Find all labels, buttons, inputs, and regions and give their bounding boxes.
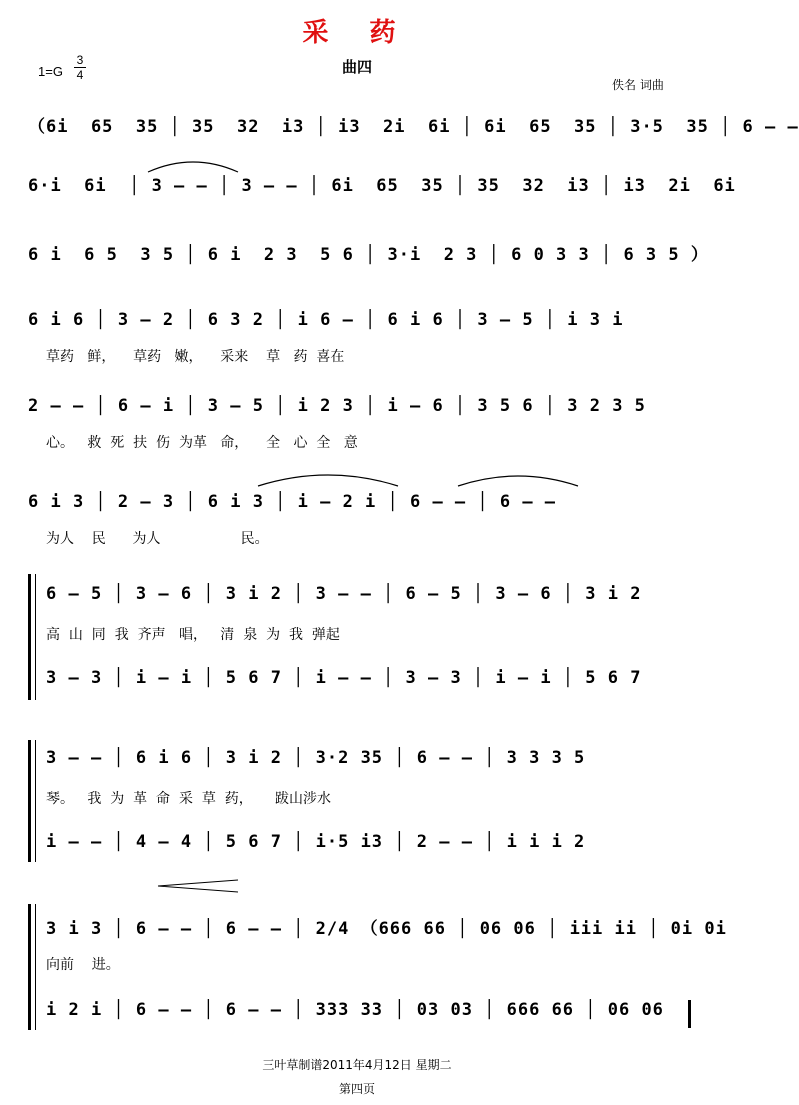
time-signature-top: 3 bbox=[76, 53, 84, 67]
notation-line: 6 i 3 │ 2 – 3 │ 6 i 3 │ i – 2 i │ 6 – – │ 6 – – bbox=[28, 492, 557, 512]
author-credit: 佚名 词曲 bbox=[612, 78, 664, 92]
page-number: 第四页 bbox=[338, 1082, 375, 1096]
score-system-5 bbox=[28, 396, 692, 466]
notation-line: 3 – – │ 6 i 6 │ 3 i 2 │ 3·2 35 │ 6 – – │ 3 3 3 5 bbox=[46, 748, 586, 768]
score-system-11 bbox=[28, 914, 727, 984]
notation-line: 6 i 6 5 3 5 │ 6 i 2 3 5 6 │ 3·i 2 3 │ 6 0 3 3 │ 6 3 5 ） bbox=[28, 245, 709, 265]
song-title: 采 药 bbox=[302, 18, 412, 48]
notation-line: 3 i 3 │ 6 – – │ 6 – – │ 2/4 （666 66 │ 06 06 │ iii ii │ 0i 0i bbox=[46, 919, 727, 939]
score-system-3 bbox=[28, 240, 709, 280]
notation-line: 2 – – │ 6 – i │ 3 – 5 │ i 2 3 │ i – 6 │ 3 5 6 │ 3 2 3 5 bbox=[28, 396, 646, 416]
footer-credit: 三叶草制谱2011年4月12日 星期二 bbox=[262, 1058, 452, 1072]
score-system-12 bbox=[28, 1000, 692, 1040]
crescendo-mark bbox=[28, 914, 692, 954]
lyric-line: 琴。 我 为 革 命 采 草 药， 跋山涉水 bbox=[46, 791, 332, 807]
time-signature bbox=[74, 53, 86, 82]
score-system-1 bbox=[28, 112, 799, 152]
song-subtitle: 曲四 bbox=[341, 58, 372, 76]
score-system-4 bbox=[28, 310, 692, 380]
lyric-line: 为人 民 为人 民。 bbox=[46, 531, 269, 547]
lyric-line: 向前 进。 bbox=[46, 957, 120, 973]
score-system-10 bbox=[28, 832, 692, 872]
final-barline bbox=[688, 1000, 691, 1028]
notation-line: i – – │ 4 – 4 │ 5 6 7 │ i·5 i3 │ 2 – – │ i i i 2 bbox=[46, 832, 586, 852]
notation-line: 3 – 3 │ i – i │ 5 6 7 │ i – – │ 3 – 3 │ i – i │ 5 6 7 bbox=[46, 668, 642, 688]
notation-line: （6i 65 35 │ 35 32 i3 │ i3 2i 6i │ 6i 65 35 │ 3·5 35 │ 6 – – bbox=[28, 117, 799, 137]
lyric-line: 高 山 同 我 齐声 唱， 清 泉 为 我 弹起 bbox=[46, 627, 340, 643]
notation-line: i 2 i │ 6 – – │ 6 – – │ 333 33 │ 03 03 │ 666 66 │ 06 06 bbox=[46, 1000, 664, 1020]
key-signature: 1=G bbox=[38, 64, 63, 79]
slur-mark bbox=[28, 176, 692, 216]
notation-line: 6 – 5 │ 3 – 6 │ 3 i 2 │ 3 – – │ 6 – 5 │ 3 – 6 │ 3 i 2 bbox=[46, 584, 642, 604]
lyric-line: 心。 救 死 扶 伤 为革 命， 全 心 全 意 bbox=[46, 435, 358, 451]
score-system-7 bbox=[28, 584, 692, 654]
notation-line: 6 i 6 │ 3 – 2 │ 6 3 2 │ i 6 – │ 6 i 6 │ 3 – 5 │ i 3 i bbox=[28, 310, 624, 330]
score-system-2 bbox=[28, 176, 736, 216]
score-system-9 bbox=[28, 748, 692, 818]
lyric-line: 草药 鲜， 草药 嫩， 采来 草 药 喜在 bbox=[46, 349, 345, 365]
slur-mark bbox=[28, 492, 692, 532]
time-signature-bottom: 4 bbox=[74, 67, 86, 82]
score-system-6 bbox=[28, 492, 692, 562]
notation-line: 6·i 6i │ 3 – – │ 3 – – │ 6i 65 35 │ 35 32 i3 │ i3 2i 6i bbox=[28, 176, 736, 196]
score-system-8 bbox=[28, 668, 692, 708]
